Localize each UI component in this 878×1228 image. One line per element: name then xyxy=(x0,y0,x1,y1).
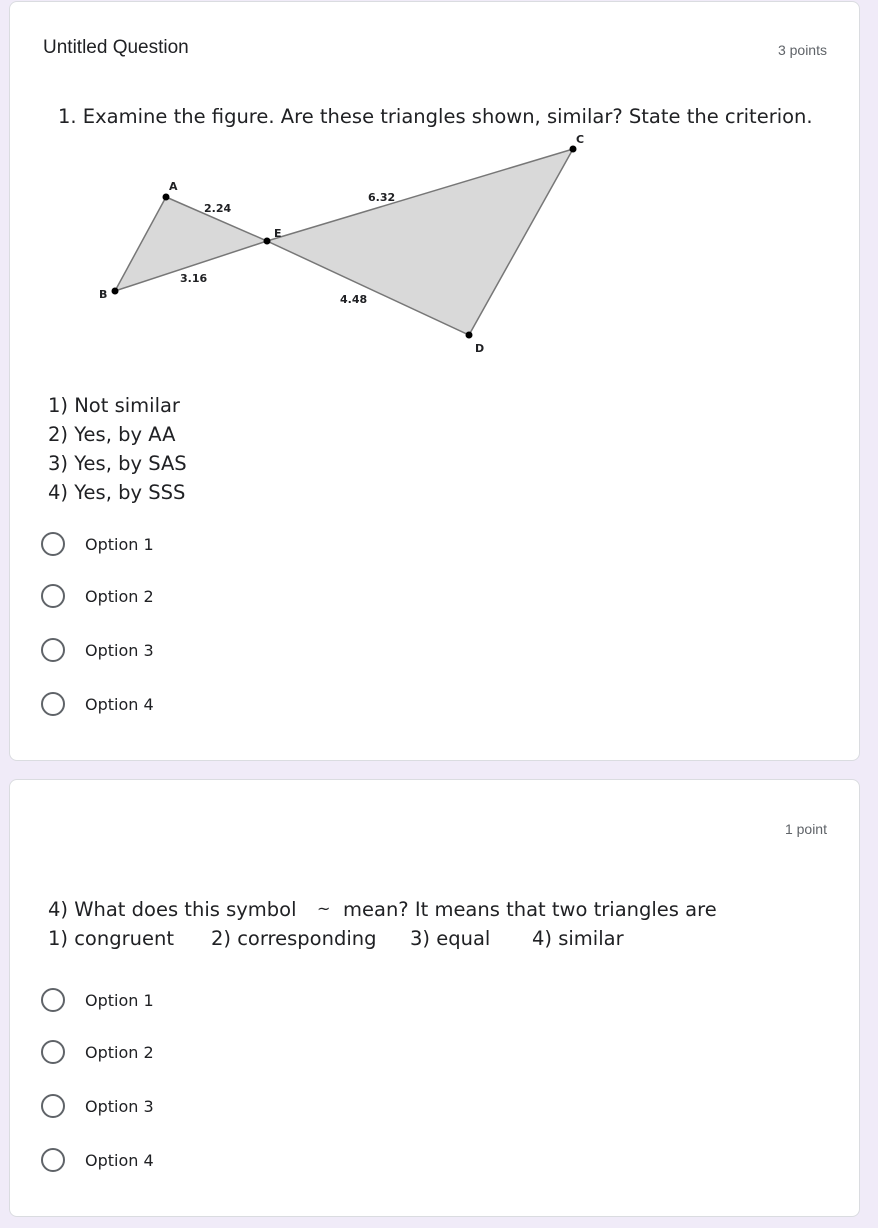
triangle-figure xyxy=(99,133,584,355)
point-c xyxy=(570,146,577,153)
question-points: 1 point xyxy=(784,821,827,837)
tilde-symbol: ~ xyxy=(317,899,331,918)
radio-button[interactable] xyxy=(41,1094,65,1118)
triangle-ecd xyxy=(267,149,573,335)
question-heading: 1. Examine the figure. Are these triangles shown, similar? State the criterion. xyxy=(58,105,813,128)
question-image xyxy=(10,780,861,960)
option-3[interactable] xyxy=(41,1091,154,1121)
question-points: 3 points xyxy=(777,42,827,58)
option-1[interactable] xyxy=(41,985,154,1015)
answer-choice-2: 2) corresponding xyxy=(211,927,377,950)
side-label-be: 3.16 xyxy=(180,272,208,285)
answer-choice-2: 2) Yes, by AA xyxy=(48,423,176,446)
side-label-ed: 4.48 xyxy=(340,293,368,306)
side-label-ec: 6.32 xyxy=(368,191,396,204)
answer-choice-1: 1) Not similar xyxy=(48,394,180,417)
radio-button[interactable] xyxy=(41,584,65,608)
label-b: B xyxy=(99,288,108,301)
option-label: Option 1 xyxy=(85,534,154,554)
label-d: D xyxy=(475,342,485,355)
question-line-1-start: 4) What does this symbol xyxy=(48,898,297,921)
radio-button[interactable] xyxy=(41,532,65,556)
radio-button[interactable] xyxy=(41,638,65,662)
option-label: Option 3 xyxy=(85,640,154,660)
question-title: Untitled Question xyxy=(43,37,189,58)
radio-button[interactable] xyxy=(41,1148,65,1172)
question-card-2 xyxy=(9,779,860,1217)
label-a: A xyxy=(169,180,178,193)
answer-choice-4: 4) similar xyxy=(532,927,624,950)
label-e: E xyxy=(274,227,282,240)
option-1[interactable] xyxy=(41,529,154,559)
answer-choice-4: 4) Yes, by SSS xyxy=(48,481,186,504)
radio-button[interactable] xyxy=(41,692,65,716)
option-label: Option 4 xyxy=(85,1150,154,1170)
option-label: Option 1 xyxy=(85,990,154,1010)
option-label: Option 2 xyxy=(85,586,154,606)
option-label: Option 4 xyxy=(85,694,154,714)
option-2[interactable] xyxy=(41,581,154,611)
option-label: Option 3 xyxy=(85,1096,154,1116)
radio-button[interactable] xyxy=(41,988,65,1012)
question-line-1-end: mean? It means that two triangles are xyxy=(343,898,717,921)
option-3[interactable] xyxy=(41,635,154,665)
question-card-1 xyxy=(9,1,860,761)
option-label: Option 2 xyxy=(85,1042,154,1062)
point-a xyxy=(163,194,170,201)
option-4[interactable] xyxy=(41,689,154,719)
option-2[interactable] xyxy=(41,1037,154,1067)
side-label-ae: 2.24 xyxy=(204,202,232,215)
answer-choice-1: 1) congruent xyxy=(48,927,174,950)
answer-choice-3: 3) Yes, by SAS xyxy=(48,452,187,475)
option-4[interactable] xyxy=(41,1145,154,1175)
point-b xyxy=(112,288,119,295)
question-image xyxy=(10,2,861,512)
answer-choice-3: 3) equal xyxy=(410,927,491,950)
radio-button[interactable] xyxy=(41,1040,65,1064)
point-e xyxy=(264,238,271,245)
point-d xyxy=(466,332,473,339)
label-c: C xyxy=(576,133,585,146)
